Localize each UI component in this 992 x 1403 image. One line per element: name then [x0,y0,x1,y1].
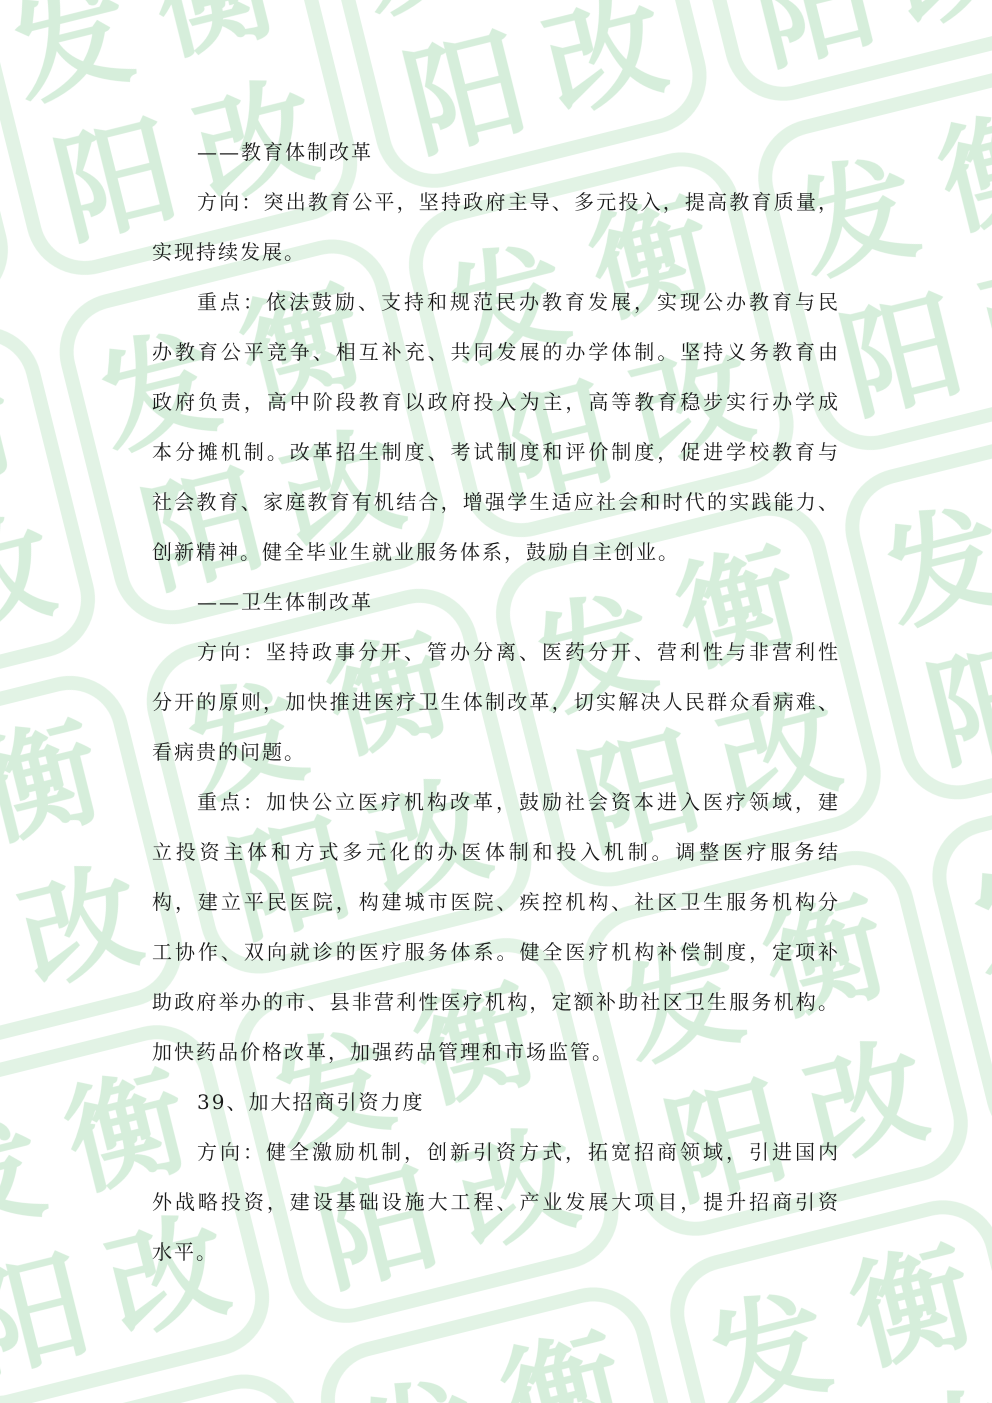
paragraph-line: 重点：依法鼓励、支持和规范民办教育发展，实现公办教育与民 [197,290,840,314]
section-heading: ——教育体制改革 [197,140,373,164]
paragraph-line: 方向：健全激励机制，创新引资方式，拓宽招商领域，引进国内 [197,1140,840,1164]
section-heading: 39、加大招商引资力度 [197,1090,425,1114]
paragraph-line: 创新精神。健全毕业生就业服务体系，鼓励自主创业。 [152,540,680,564]
section-heading: ——卫生体制改革 [197,590,373,614]
paragraph-line: 实现持续发展。 [152,240,306,264]
paragraph-line: 方向：突出教育公平，坚持政府主导、多元投入，提高教育质量， [197,190,840,214]
paragraph-line: 重点：加快公立医疗机构改革，鼓励社会资本进入医疗领域，建 [197,790,840,814]
paragraph-line: 社会教育、家庭教育有机结合，增强学生适应社会和时代的实践能力、 [152,490,840,514]
paragraph-line: 助政府举办的市、县非营利性医疗机构，定额补助社区卫生服务机构。 [152,990,840,1014]
document-body [152,127,840,1277]
paragraph-line: 办教育公平竞争、相互补充、共同发展的办学体制。坚持义务教育由 [152,340,840,364]
paragraph-line: 看病贵的问题。 [152,740,306,764]
paragraph-line: 分开的原则，加快推进医疗卫生体制改革，切实解决人民群众看病难、 [152,690,840,714]
paragraph-line: 外战略投资，建设基础设施大工程、产业发展大项目，提升招商引资 [152,1190,840,1214]
paragraph-line: 构，建立平民医院，构建城市医院、疾控机构、社区卫生服务机构分 [152,890,840,914]
paragraph-line: 加快药品价格改革，加强药品管理和市场监管。 [152,1040,614,1064]
paragraph-line: 水平。 [152,1240,218,1264]
paragraph-line: 本分摊机制。改革招生制度、考试制度和评价制度，促进学校教育与 [152,440,840,464]
paragraph-line: 政府负责，高中阶段教育以政府投入为主，高等教育稳步实行办学成 [152,390,840,414]
paragraph-line: 立投资主体和方式多元化的办医体制和投入机制。调整医疗服务结 [152,840,840,864]
paragraph-line: 工协作、双向就诊的医疗服务体系。健全医疗机构补偿制度，定项补 [152,940,840,964]
paragraph-line: 方向：坚持政事分开、管办分离、医药分开、营利性与非营利性 [197,640,840,664]
